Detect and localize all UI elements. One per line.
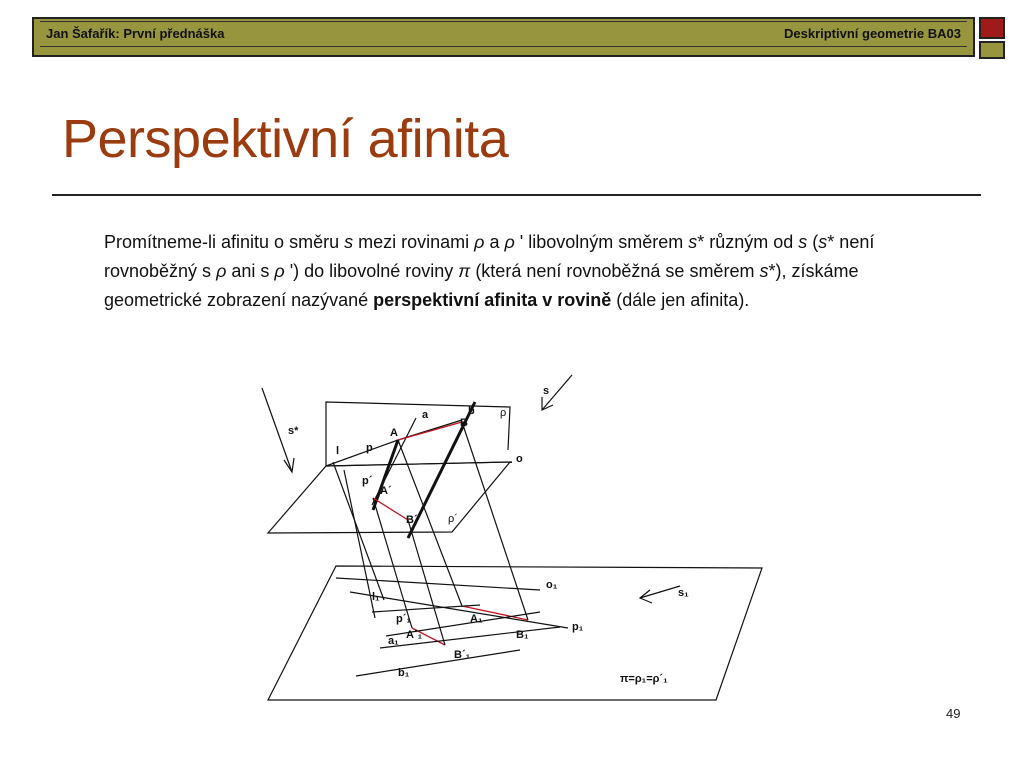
label-o: o <box>516 453 523 465</box>
label-B-prime1: B´₁ <box>454 649 471 661</box>
affinity-figure <box>250 372 810 702</box>
page-number: 49 <box>946 706 961 721</box>
header-author: Jan Šafařík: První přednáška <box>46 26 225 41</box>
label-a1: a₁ <box>388 635 399 647</box>
label-p-prime: p´ <box>362 475 373 487</box>
header-bar <box>32 17 975 57</box>
projection-lines <box>333 422 528 645</box>
label-A-prime: A´ <box>380 485 392 497</box>
term-bold: perspektivní afinita v rovině <box>373 290 612 310</box>
label-l1: l₁ <box>372 591 380 603</box>
label-A: A <box>390 427 398 439</box>
header-olive-square <box>979 41 1005 59</box>
label-B1: B₁ <box>516 629 529 641</box>
label-rho-prime: ρ´ <box>448 513 458 525</box>
label-p-prime1: p´₁ <box>396 613 411 625</box>
slide-title: Perspektivní afinita <box>62 109 509 169</box>
label-A-prime1: A´₁ <box>406 629 423 641</box>
label-A1: A₁ <box>470 613 483 625</box>
label-a: a <box>422 409 429 421</box>
header-course: Deskriptivní geometrie BA03 <box>783 26 961 41</box>
title-rule <box>52 194 981 196</box>
label-rho: ρ <box>500 407 507 419</box>
label-B-prime: B´ <box>406 514 418 526</box>
label-s1: s₁ <box>678 587 689 599</box>
label-o1: o₁ <box>546 579 558 591</box>
label-p: p <box>366 442 373 454</box>
label-B: B <box>460 417 468 429</box>
header-inner <box>40 21 967 47</box>
upper-planes <box>268 402 512 533</box>
label-b: b <box>468 405 475 417</box>
label-l: l <box>336 445 340 457</box>
label-b1: b₁ <box>398 667 410 679</box>
body-paragraph: Promítneme-li afinitu o směru s mezi rovinami ρ a ρ ' libovolným směrem s* různým od s (s* není rovnoběžný s ρ ani s ρ ') do libovolné roviny π (která není rovnoběžná se směrem s*), získáme geometrické zobrazení nazývané perspektivní afinita v rovině (dále jen afinita). <box>104 232 875 310</box>
header-red-square <box>979 17 1005 39</box>
label-pi-eq: π=ρ₁=ρ´₁ <box>620 673 668 685</box>
label-s-star: s* <box>288 425 299 437</box>
label-s: s <box>543 385 550 397</box>
label-p1: p₁ <box>572 621 584 633</box>
red-segments <box>373 422 528 645</box>
